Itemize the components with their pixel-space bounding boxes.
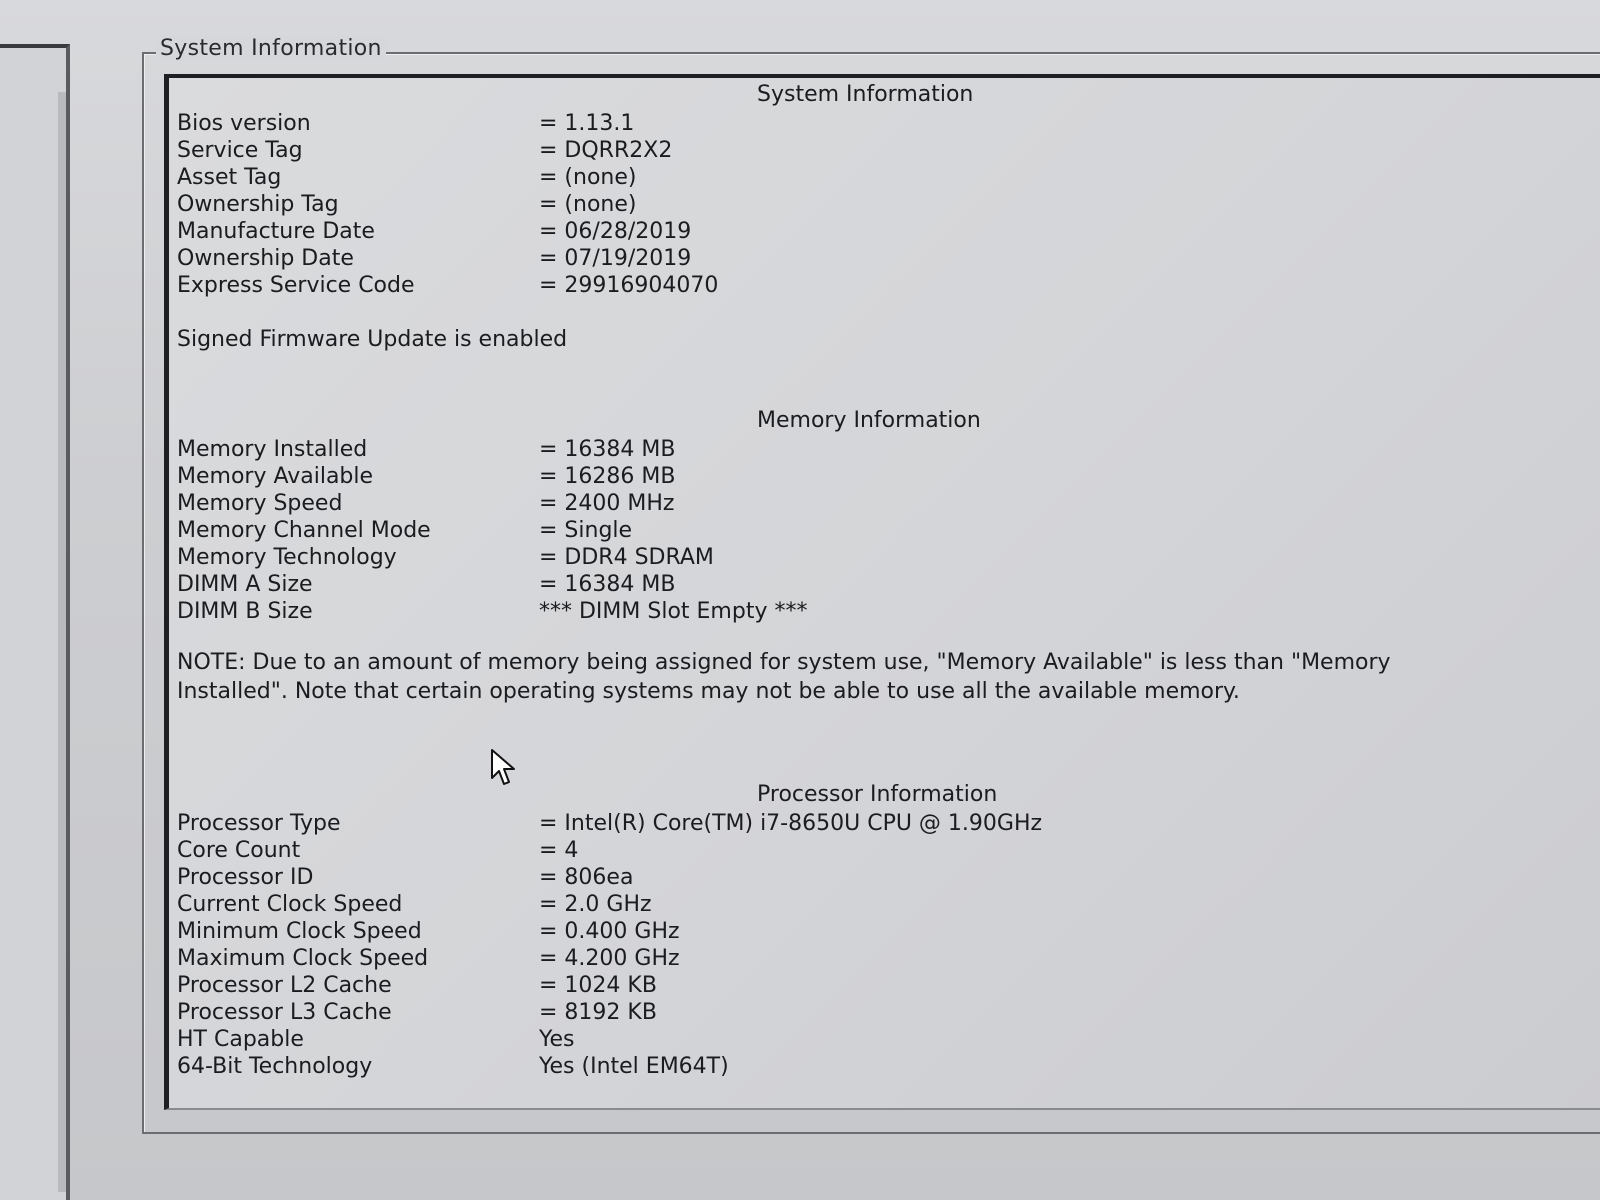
row-value: = 29916904070 xyxy=(539,273,719,298)
mouse-pointer-icon xyxy=(490,748,524,788)
row-value: = 806ea xyxy=(539,865,634,890)
firmware-note xyxy=(177,326,1577,353)
information-panel xyxy=(164,74,1600,1110)
row-label: Maximum Clock Speed xyxy=(177,946,429,971)
system-row xyxy=(177,218,1577,245)
processor-information-heading: Processor Information xyxy=(757,782,998,807)
left-navigation-pane[interactable] xyxy=(0,44,70,1200)
group-title: System Information xyxy=(156,36,386,61)
processor-row xyxy=(177,918,1577,945)
row-label: Asset Tag xyxy=(177,165,282,190)
system-row xyxy=(177,164,1577,191)
row-label: Manufacture Date xyxy=(177,219,375,244)
row-label: Processor Type xyxy=(177,811,341,836)
memory-row xyxy=(177,436,1577,463)
system-row xyxy=(177,191,1577,218)
row-value: = 2400 MHz xyxy=(539,491,675,516)
memory-information-heading: Memory Information xyxy=(757,408,981,433)
row-value: = Intel(R) Core(TM) i7-8650U CPU @ 1.90GHz xyxy=(539,811,1043,836)
memory-note: NOTE: Due to an amount of memory being assigned for system use, "Memory Available" is less than "Memory Installed". Note that certain operating systems may not be able to use all the available memory. xyxy=(177,650,1391,704)
row-label: Memory Technology xyxy=(177,545,397,570)
row-value: = 1024 KB xyxy=(539,973,657,998)
firmware-note-text: Signed Firmware Update is enabled xyxy=(177,327,568,352)
row-value: = DQRR2X2 xyxy=(539,138,673,163)
row-value: = 06/28/2019 xyxy=(539,219,692,244)
row-value: = 1.13.1 xyxy=(539,111,635,136)
row-label: Ownership Tag xyxy=(177,192,339,217)
row-value: = 4 xyxy=(539,838,579,863)
memory-row xyxy=(177,517,1577,544)
row-value: Yes xyxy=(539,1027,575,1052)
processor-row xyxy=(177,972,1577,999)
row-value: *** DIMM Slot Empty *** xyxy=(539,599,808,624)
row-label: Processor ID xyxy=(177,865,314,890)
processor-row xyxy=(177,810,1577,837)
row-value: = 4.200 GHz xyxy=(539,946,680,971)
system-row xyxy=(177,137,1577,164)
row-value: = Single xyxy=(539,518,633,543)
row-label: Ownership Date xyxy=(177,246,354,271)
memory-row xyxy=(177,490,1577,517)
processor-row xyxy=(177,1026,1577,1053)
row-label: Memory Channel Mode xyxy=(177,518,431,543)
row-value: = 8192 KB xyxy=(539,1000,657,1025)
row-label: Bios version xyxy=(177,111,311,136)
row-label: Memory Available xyxy=(177,464,374,489)
processor-row xyxy=(177,837,1577,864)
row-label: DIMM A Size xyxy=(177,572,313,597)
information-content xyxy=(177,78,1600,1108)
memory-row xyxy=(177,544,1577,571)
row-value: = DDR4 SDRAM xyxy=(539,545,714,570)
system-information-group xyxy=(142,36,1600,1134)
row-label: Core Count xyxy=(177,838,301,863)
row-label: Minimum Clock Speed xyxy=(177,919,422,944)
row-label: Processor L3 Cache xyxy=(177,1000,392,1025)
system-information-heading: System Information xyxy=(757,82,974,107)
processor-row xyxy=(177,999,1577,1026)
memory-row xyxy=(177,571,1577,598)
row-value: = 07/19/2019 xyxy=(539,246,692,271)
row-label: Service Tag xyxy=(177,138,303,163)
row-label: HT Capable xyxy=(177,1027,304,1052)
row-label: 64-Bit Technology xyxy=(177,1054,373,1079)
row-value: Yes (Intel EM64T) xyxy=(539,1054,729,1079)
row-label: Current Clock Speed xyxy=(177,892,403,917)
row-label: Processor L2 Cache xyxy=(177,973,392,998)
processor-row xyxy=(177,945,1577,972)
system-row xyxy=(177,272,1577,299)
row-value: = 2.0 GHz xyxy=(539,892,652,917)
row-label: DIMM B Size xyxy=(177,599,313,624)
system-row xyxy=(177,245,1577,272)
row-label: Express Service Code xyxy=(177,273,415,298)
row-value: = 16384 MB xyxy=(539,437,676,462)
row-value: = (none) xyxy=(539,165,637,190)
row-value: = (none) xyxy=(539,192,637,217)
left-pane-scrollbar[interactable] xyxy=(58,92,66,1192)
row-label: Memory Speed xyxy=(177,491,343,516)
processor-row xyxy=(177,864,1577,891)
system-row xyxy=(177,110,1577,137)
processor-row xyxy=(177,891,1577,918)
row-value: = 16286 MB xyxy=(539,464,676,489)
row-value: = 0.400 GHz xyxy=(539,919,680,944)
row-label: Memory Installed xyxy=(177,437,368,462)
memory-row xyxy=(177,598,1577,625)
row-value: = 16384 MB xyxy=(539,572,676,597)
memory-row xyxy=(177,463,1577,490)
processor-row xyxy=(177,1053,1577,1080)
